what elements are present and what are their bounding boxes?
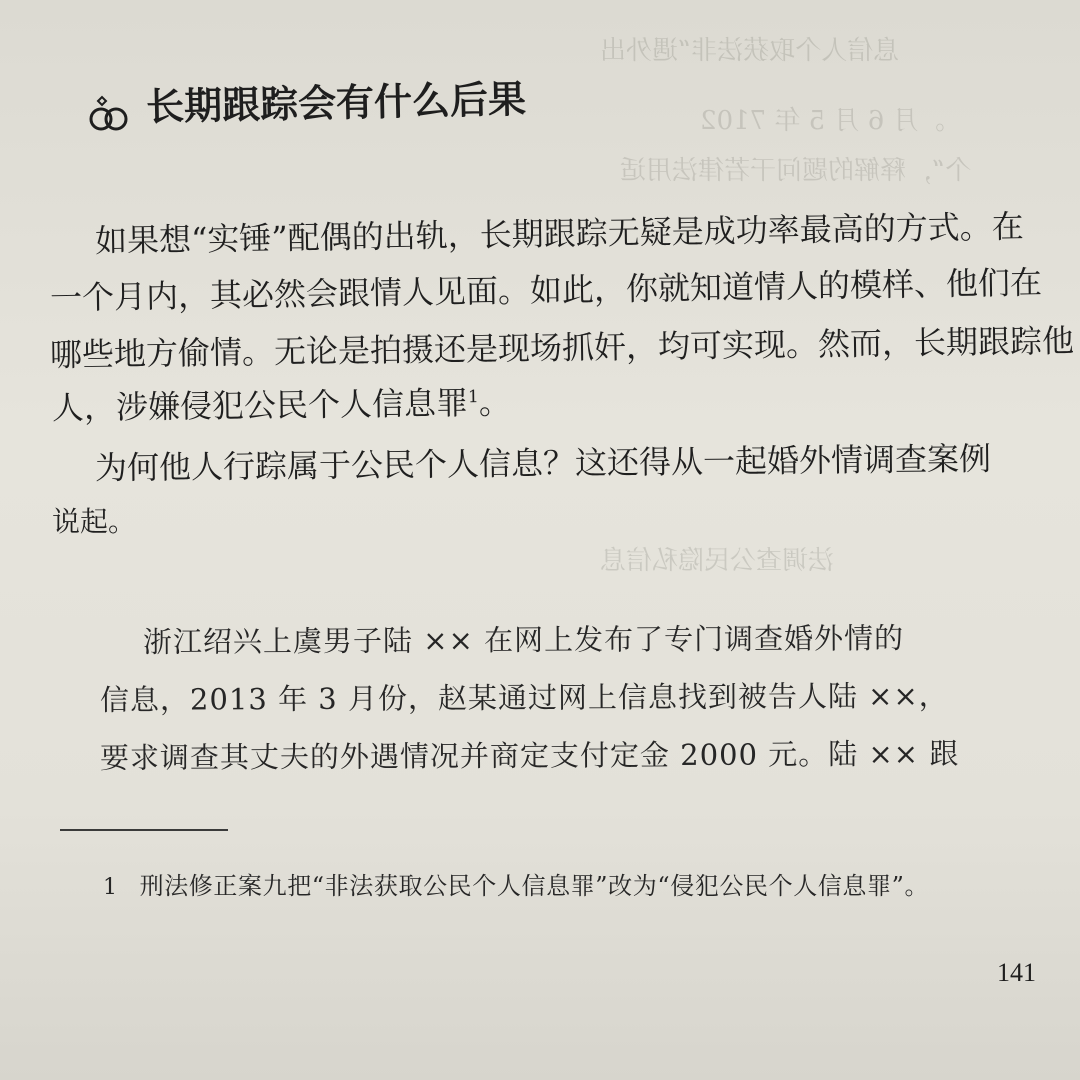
footnote [103, 866, 929, 901]
footnote-text: 刑法修正案九把“非法获取公民个人信息罪”改为“侵犯公民个人信息罪”。 [139, 872, 930, 900]
case-quote-line: 浙江绍兴上虞男子陆 ×× 在网上发布了专门调查婚外情的 [142, 621, 905, 659]
paragraph-line: 为何他人行踪属于公民个人信息？这还得从一起婚外情调查案例 [94, 439, 992, 487]
footnote-divider [60, 829, 228, 831]
paragraph-line [52, 377, 511, 429]
paragraph-line: 哪些地方偷情。无论是拍摄还是现场抓奸，均可实现。然而，长期跟踪他 [49, 321, 1075, 374]
wedding-rings-icon [88, 95, 132, 135]
section-heading: 长期跟踪会有什么后果 [145, 77, 527, 129]
footnote-reference: 1 [467, 387, 479, 408]
case-quote-line: 要求调查其丈夫的外遇情况并商定支付定金 2000 元。陆 ×× 跟 [99, 736, 960, 775]
show-through-text: 法调查公民隐私信息 [600, 546, 835, 576]
paragraph-text: 人，涉嫌侵犯公民个人信息罪 [51, 383, 469, 427]
paragraph-line: 一个月内，其必然会跟情人见面。如此，你就知道情人的模样、他们在 [49, 263, 1043, 317]
show-through-text: 。月 6 月 5 年 7102 [700, 106, 945, 136]
show-through-text: 息信人个取获法非“遇外出 [600, 36, 900, 66]
show-through-text: 个“，释解的题问干若律法用适 [620, 156, 972, 186]
paragraph-text: 。 [478, 383, 512, 422]
page-number: 141 [997, 958, 1036, 987]
paragraph-line: 如果想“实锤”配偶的出轨，长期跟踪无疑是成功率最高的方式。在 [94, 207, 1024, 260]
case-quote-line: 信息，2013 年 3 月份，赵某通过网上信息找到被告人陆 ××， [99, 678, 949, 717]
paragraph-line: 说起。 [52, 505, 137, 538]
footnote-number: 1 [103, 875, 118, 900]
